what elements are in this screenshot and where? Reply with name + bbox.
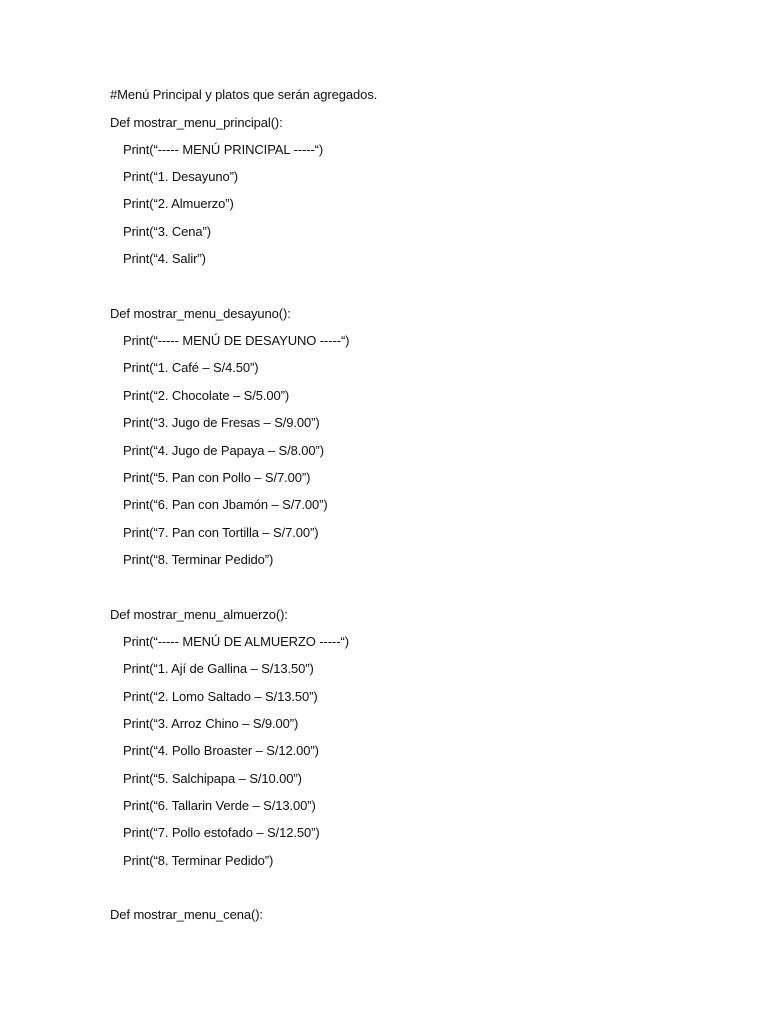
code-line: Print(“----- MENÚ DE DESAYUNO -----“) bbox=[123, 333, 350, 348]
code-line: Print(“1. Café – S/4.50”) bbox=[123, 360, 259, 375]
function-def-almuerzo: Def mostrar_menu_almuerzo(): bbox=[110, 607, 288, 622]
code-line: Print(“6. Tallarin Verde – S/13.00”) bbox=[123, 798, 316, 813]
code-line: Print(“----- MENÚ DE ALMUERZO -----“) bbox=[123, 634, 349, 649]
code-line: Print(“7. Pollo estofado – S/12.50”) bbox=[123, 825, 320, 840]
code-line: Print(“3. Arroz Chino – S/9.00”) bbox=[123, 716, 299, 731]
code-line: Print(“4. Jugo de Papaya – S/8.00”) bbox=[123, 443, 325, 458]
code-line: Print(“1. Ají de Gallina – S/13.50”) bbox=[123, 661, 314, 676]
function-def-cena: Def mostrar_menu_cena(): bbox=[110, 907, 263, 922]
code-line: Print(“2. Almuerzo”) bbox=[123, 196, 234, 211]
code-line: Print(“7. Pan con Tortilla – S/7.00”) bbox=[123, 525, 319, 540]
code-line: Print(“8. Terminar Pedido”) bbox=[123, 552, 274, 567]
code-line: Print(“8. Terminar Pedido”) bbox=[123, 853, 274, 868]
code-line: Print(“1. Desayuno”) bbox=[123, 169, 239, 184]
code-line: Print(“5. Salchipapa – S/10.00”) bbox=[123, 771, 302, 786]
function-def-principal: Def mostrar_menu_principal(): bbox=[110, 115, 283, 130]
code-line: Print(“2. Lomo Saltado – S/13.50”) bbox=[123, 689, 318, 704]
code-line: Print(“5. Pan con Pollo – S/7.00”) bbox=[123, 470, 311, 485]
comment-line: #Menú Principal y platos que serán agregados. bbox=[110, 87, 378, 102]
code-line: Print(“4. Salir”) bbox=[123, 251, 206, 266]
code-line: Print(“----- MENÚ PRINCIPAL -----“) bbox=[123, 142, 324, 157]
code-line: Print(“3. Cena”) bbox=[123, 224, 211, 239]
code-line: Print(“3. Jugo de Fresas – S/9.00”) bbox=[123, 415, 320, 430]
code-line: Print(“6. Pan con Jbamón – S/7.00”) bbox=[123, 497, 328, 512]
code-line: Print(“2. Chocolate – S/5.00”) bbox=[123, 388, 290, 403]
code-line: Print(“4. Pollo Broaster – S/12.00”) bbox=[123, 743, 319, 758]
function-def-desayuno: Def mostrar_menu_desayuno(): bbox=[110, 306, 291, 321]
